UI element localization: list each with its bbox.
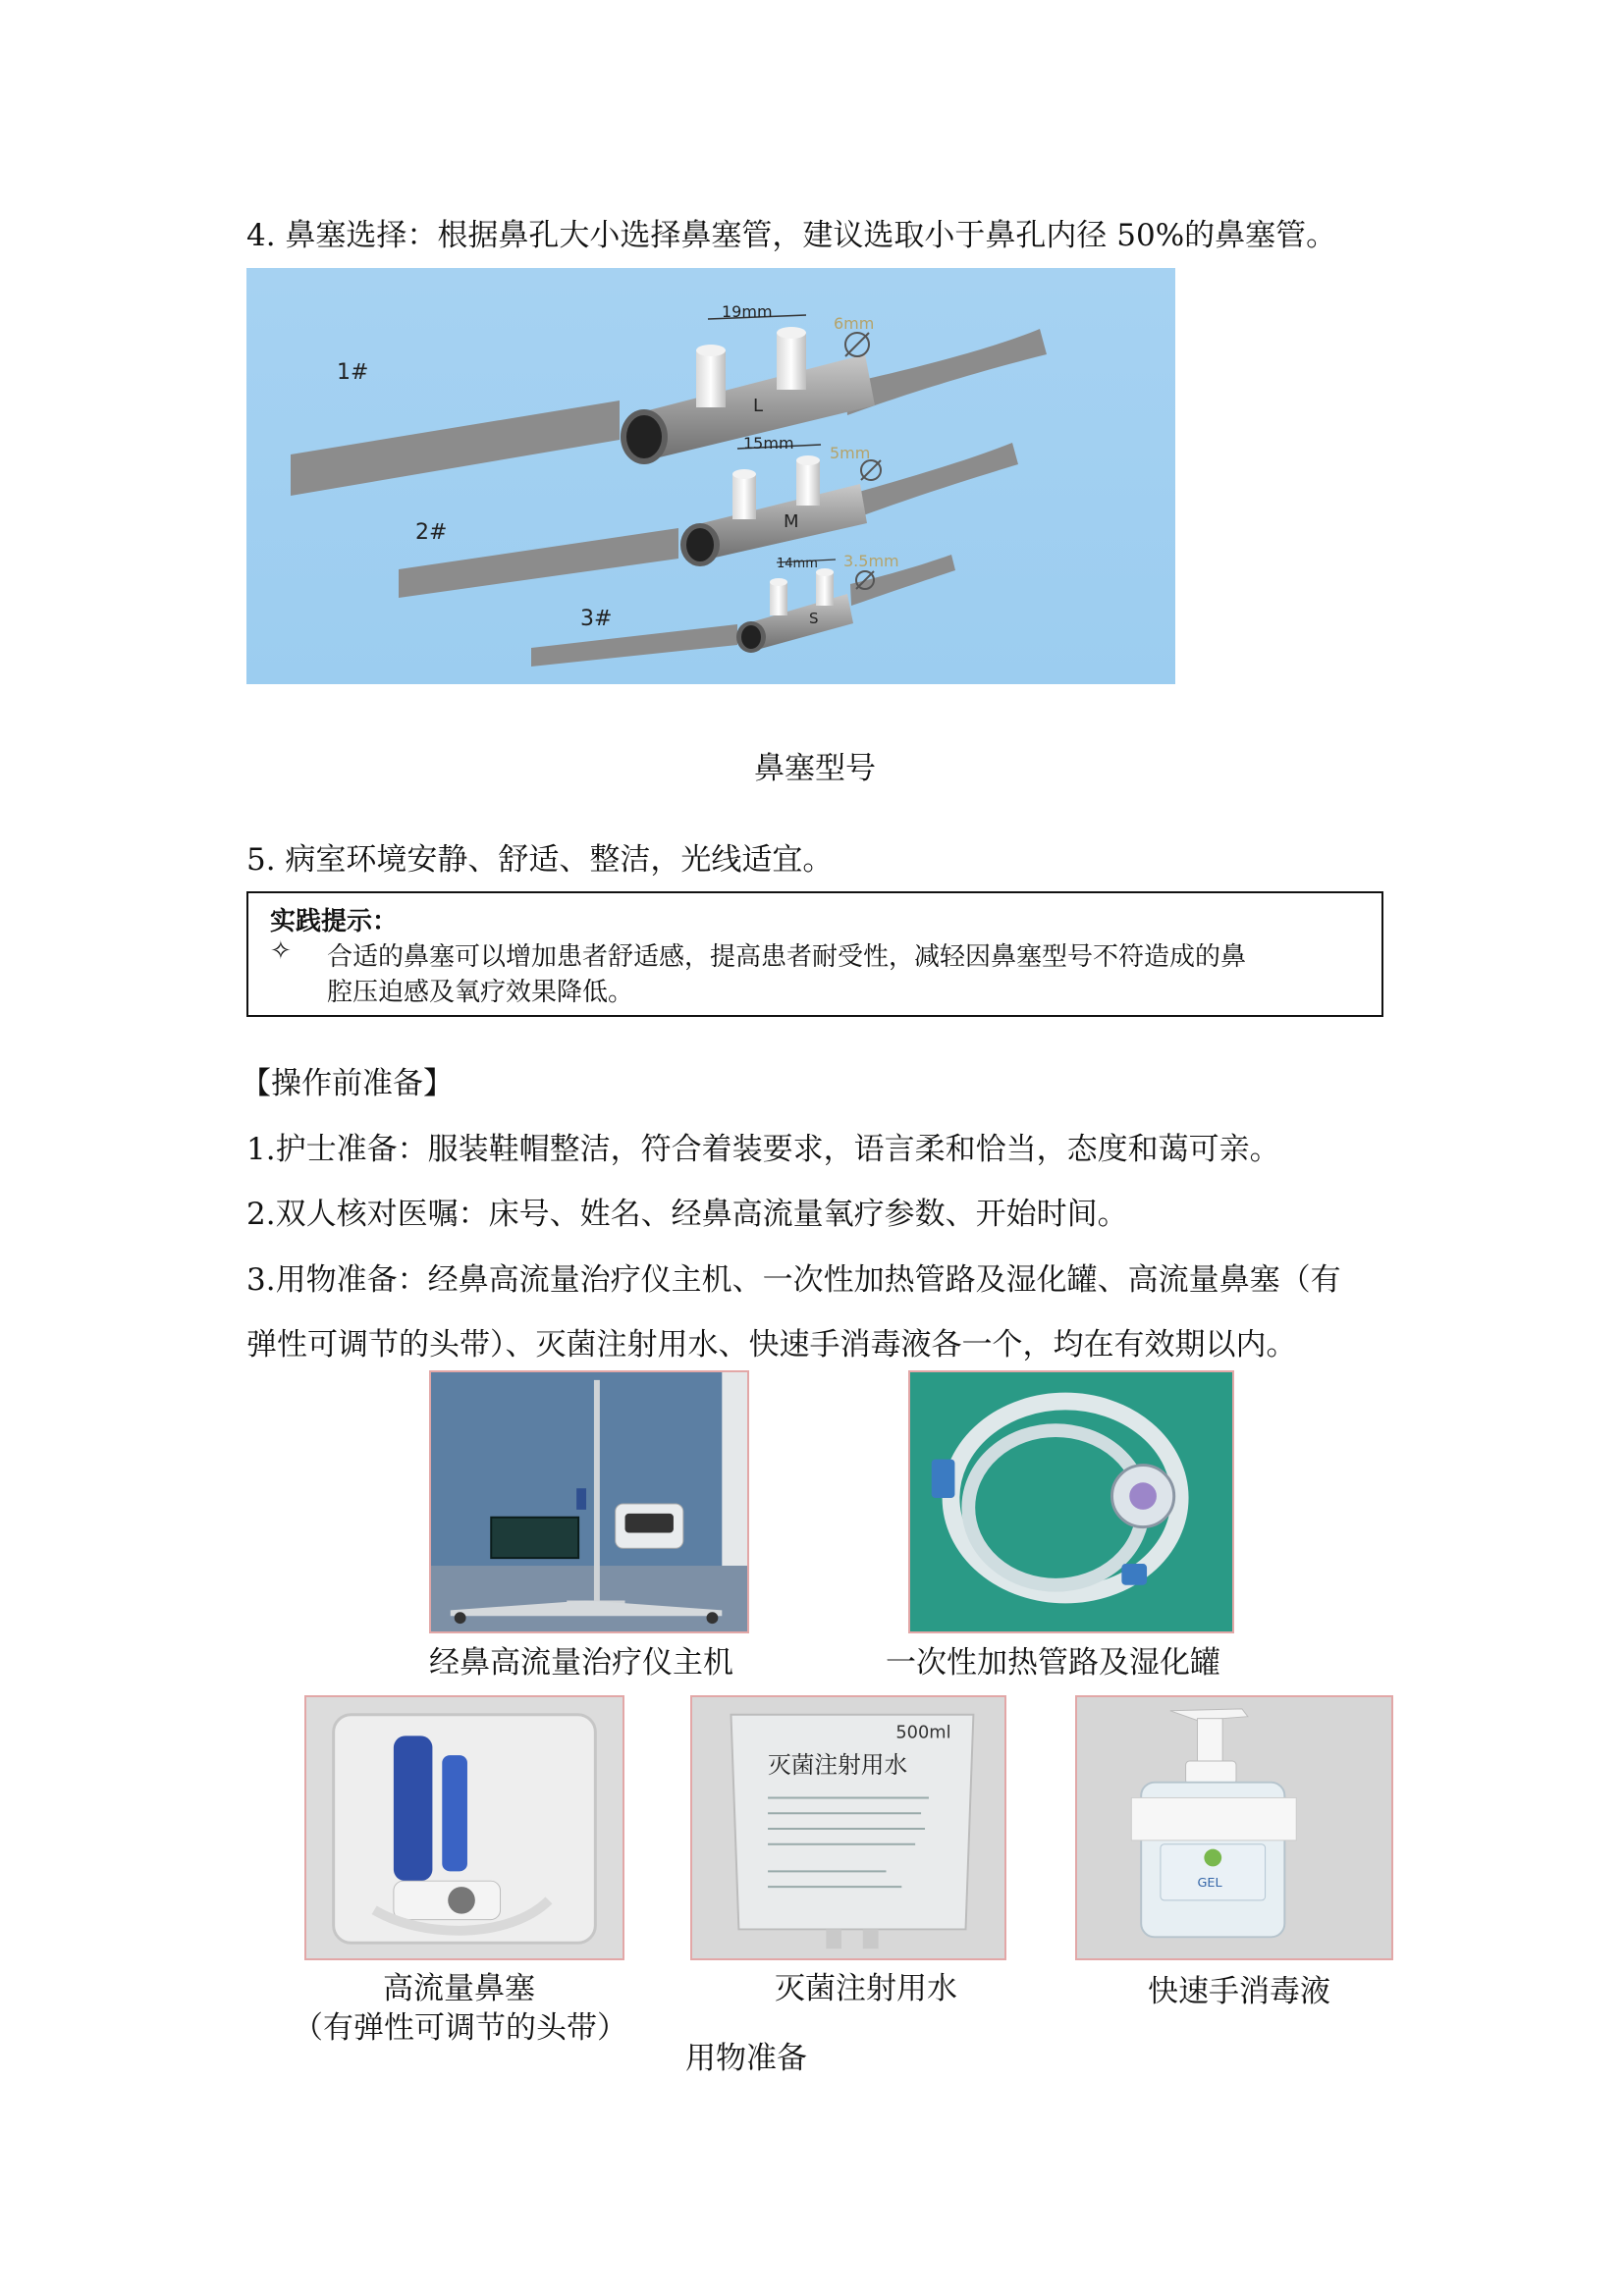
model-3-height: 14mm [777, 557, 818, 571]
practice-tip-title: 实践提示： [270, 907, 399, 936]
photo-hand-sanitizer [1075, 1695, 1393, 1960]
prep-item-3-line-2: 弹性可调节的头带）、灭菌注射用水、快速手消毒液各一个，均在有效期以内。 [246, 1327, 1297, 1362]
photo-sterile-water-bag [690, 1695, 1006, 1960]
photo-4-caption: 灭菌注射用水 [775, 1971, 957, 2006]
nasal-cannula-diagram [246, 268, 1175, 684]
prep-heading: 【操作前准备】 [241, 1066, 454, 1101]
model-1-label: 1# [337, 360, 369, 385]
water-bag-volume: 500ml [895, 1723, 951, 1743]
photo-3-caption-line-2: （有弹性可调节的头带） [293, 2010, 627, 2046]
water-bag-label: 灭菌注射用水 [768, 1750, 908, 1779]
model-3-letter: S [809, 610, 819, 627]
photo-3-caption-line-1: 高流量鼻塞 [383, 1971, 535, 2006]
photo-2-caption: 一次性加热管路及湿化罐 [886, 1645, 1220, 1681]
prep-item-3-line-1: 3.用物准备：经鼻高流量治疗仪主机、一次性加热管路及湿化罐、高流量鼻塞（有 [246, 1262, 1341, 1298]
photo-5-caption: 快速手消毒液 [1148, 1974, 1330, 2009]
photo-nasal-cannula [304, 1695, 624, 1960]
model-1-diameter: 6mm [834, 314, 875, 333]
model-3-diameter: 3.5mm [843, 552, 899, 570]
photo-hfnc-main-unit [429, 1370, 749, 1633]
section-4-text: 4. 鼻塞选择：根据鼻孔大小选择鼻塞管，建议选取小于鼻孔内径 50%的鼻塞管。 [246, 218, 1337, 253]
practice-tip-line-2: 腔压迫感及氧疗效果降低。 [327, 978, 634, 1007]
prep-item-1: 1.护士准备：服装鞋帽整洁，符合着装要求，语言柔和恰当，态度和蔼可亲。 [246, 1132, 1280, 1167]
diagram-caption: 鼻塞型号 [754, 751, 876, 786]
model-2-diameter: 5mm [830, 444, 871, 462]
sanitizer-label: GEL [1197, 1876, 1222, 1892]
diamond-bullet-icon: ✧ [270, 936, 292, 966]
photo-heated-tubing [908, 1370, 1234, 1633]
model-2-height: 15mm [743, 434, 794, 453]
prep-item-2: 2.双人核对医嘱：床号、姓名、经鼻高流量氧疗参数、开始时间。 [246, 1197, 1128, 1232]
section-5-text: 5. 病室环境安静、舒适、整洁，光线适宜。 [246, 842, 834, 878]
model-1-height: 19mm [722, 302, 773, 321]
supplies-caption: 用物准备 [685, 2041, 807, 2076]
model-3-label: 3# [580, 607, 613, 631]
photo-1-caption: 经鼻高流量治疗仪主机 [429, 1645, 733, 1681]
practice-tip-box [246, 891, 1383, 1017]
practice-tip-line-1: 合适的鼻塞可以增加患者舒适感，提高患者耐受性，减轻因鼻塞型号不符造成的鼻 [327, 942, 1247, 972]
model-2-label: 2# [415, 520, 448, 545]
model-1-letter: L [753, 396, 764, 416]
model-2-letter: M [784, 511, 799, 532]
